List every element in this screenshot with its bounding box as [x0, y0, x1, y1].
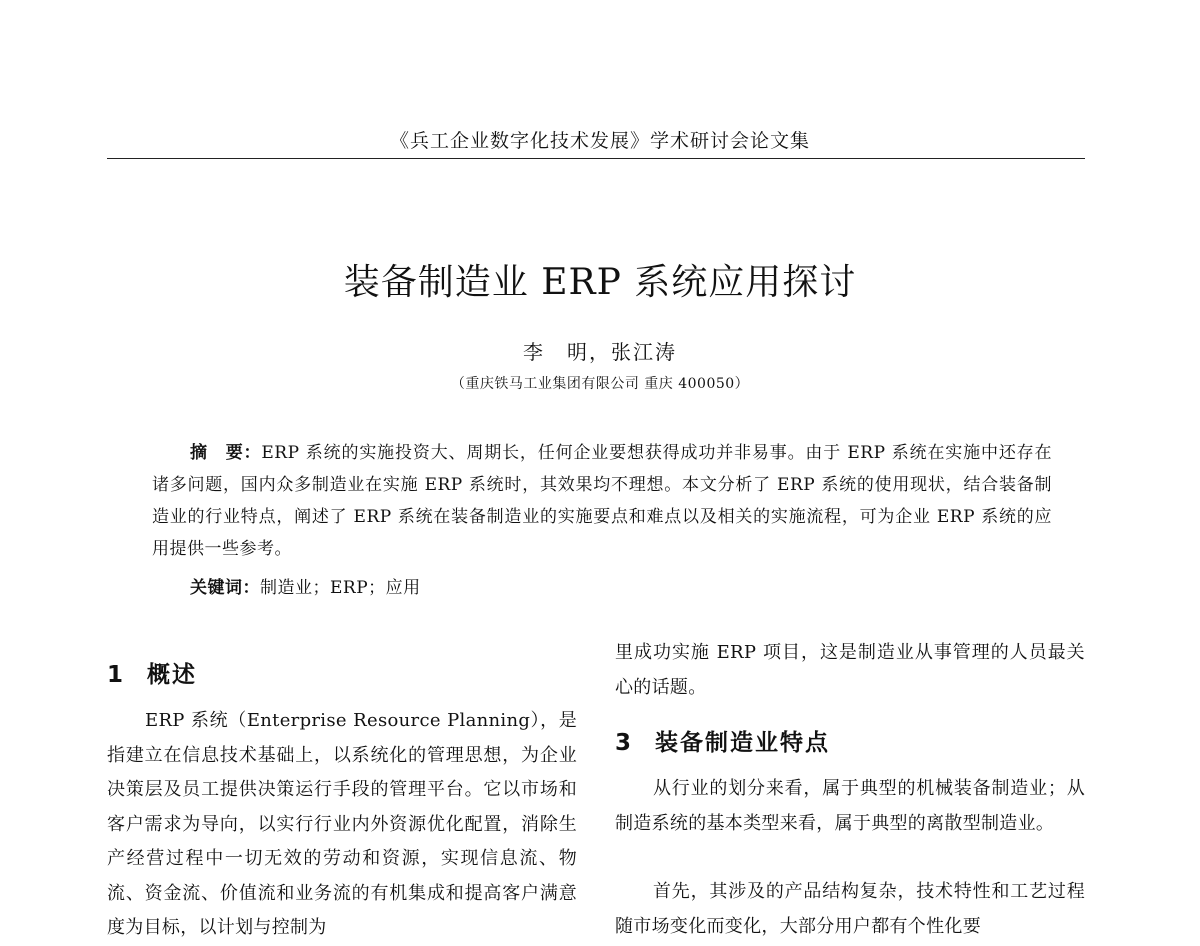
header-rule — [107, 158, 1085, 159]
section-3-title: 装备制造业特点 — [655, 730, 830, 756]
section-3-paragraph-1: 从行业的划分来看，属于典型的机械装备制造业；从制造系统的基本类型来看，属于典型的离散型制造业。 — [615, 778, 1085, 834]
keywords-label: 关键词： — [190, 578, 260, 598]
section-3-paragraph-2: 首先，其涉及的产品结构复杂，技术特性和工艺过程随市场变化而变化，大部分用户都有个性化要 — [615, 881, 1085, 937]
section-1-heading — [107, 656, 197, 689]
section-1-number: 1 — [107, 662, 126, 688]
section-3-number: 3 — [615, 730, 634, 756]
affiliation: （重庆铁马工业集团有限公司 重庆 400050） — [450, 376, 750, 392]
running-head: 《兵工企业数字化技术发展》学术研讨会论文集 — [389, 130, 810, 152]
continued-paragraph: 里成功实施 ERP 项目，这是制造业从事管理的人员最关心的话题。 — [615, 642, 1085, 698]
abstract — [152, 437, 1052, 565]
abstract-label: 摘 要： — [190, 443, 262, 463]
section-1-paragraph: ERP 系统（Enterprise Resource Planning），是指建立在信息技术基础上，以系统化的管理思想，为企业决策层及员工提供决策运行手段的管理平台。它以市场和客户需求为导向，以实行行业内外资源优化配置，消除生产经营过程中一切无效的劳动和资源，实现信息流、物流、资金流、价值流和业务流的有机集成和提高客户满意度为目标，以计划与控制为 — [107, 710, 577, 938]
section-3-heading — [615, 724, 830, 757]
authors: 李 明，张江涛 — [523, 340, 677, 364]
keywords-text: 制造业；ERP；应用 — [260, 578, 421, 598]
section-1-title: 概述 — [147, 662, 197, 688]
keywords — [190, 572, 1050, 604]
paper-title: 装备制造业 ERP 系统应用探讨 — [343, 262, 857, 303]
abstract-text: ERP 系统的实施投资大、周期长，任何企业要想获得成功并非易事。由于 ERP 系统在实施中还存在诸多问题，国内众多制造业在实施 ERP 系统时，其效果均不理想。本文分析了 ERP 系统的使用现状，结合装备制造业的行业特点，阐述了 ERP 系统在装备制造业的实施要点和难点以及相关的实施流程，可为企业 ERP 系统的应用提供一些参考。 — [152, 443, 1053, 559]
